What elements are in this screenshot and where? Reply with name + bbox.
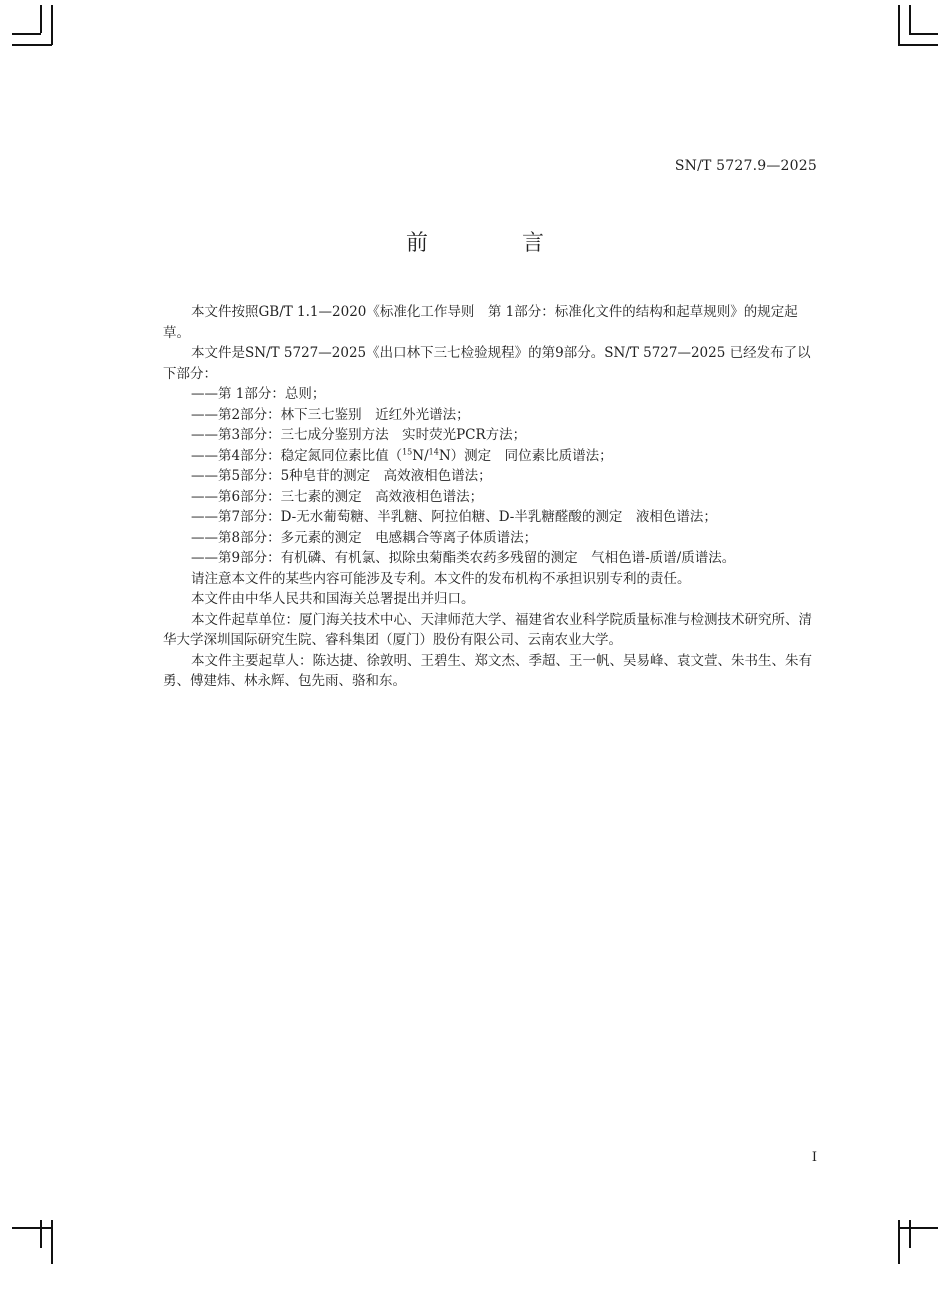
drafting-units: 本文件起草单位：厦门海关技术中心、天津师范大学、福建省农业科学院质量标准与检测技术研究所、清华大学深圳国际研究生院、睿科集团（厦门）股份有限公司、云南农业大学。 [163, 611, 812, 648]
crop-mark-bl-v [40, 1220, 42, 1248]
part-item-5: ——第5部分：5种皂苷的测定 高效液相色谱法； [191, 468, 492, 484]
intro-paragraph-1: 本文件按照GB/T 1.1—2020《标准化工作导则 第 1部分：标准化文件的结构和起草规则》的规定起草。 [163, 304, 798, 341]
proposer-statement: 本文件由中华人民共和国海关总署提出并归口。 [191, 591, 475, 607]
intro-paragraph-2: 本文件是SN/T 5727—2025《出口林下三七检验规程》的第9部分。SN/T 5727—2025 已经发布了以下部分： [163, 345, 811, 382]
crop-mark-tr-v2 [909, 5, 911, 33]
crop-mark-br-v2 [909, 1220, 911, 1248]
crop-mark-tr-v [898, 5, 900, 45]
part-item-1: ——第 1部分：总则； [191, 386, 326, 402]
part-item-4: ——第4部分：稳定氮同位素比值（$^{15}$N/$^{14}$N）测定 同位素比质谱法； [191, 447, 613, 464]
crop-mark-tl-h2 [12, 44, 52, 46]
crop-mark-tl-h [12, 33, 41, 35]
part-item-8: ——第8部分：多元素的测定 电感耦合等离子体质谱法； [191, 529, 538, 546]
part-item-6: ——第6部分：三七素的测定 高效液相色谱法； [191, 488, 484, 505]
crop-mark-tr-h2 [898, 44, 938, 46]
part-item-9: ——第9部分：有机磷、有机氯、拟除虫菊酯类农药多残留的测定 气相色谱-质谱/质谱法。 [191, 550, 736, 566]
crop-mark-tl-v2 [51, 5, 53, 45]
crop-mark-br-h [898, 1227, 938, 1229]
crop-mark-tr-h [909, 33, 938, 35]
main-drafters: 本文件主要起草人：陈达捷、徐敦明、王碧生、郑文杰、季超、王一帆、吴易峰、袁文萱、朱书生、朱有勇、傅建炜、林永辉、包先雨、骆和东。 [163, 652, 812, 689]
page-number: I [811, 1150, 817, 1165]
part-item-7: ——第7部分：D-无水葡萄糖、半乳糖、阿拉伯糖、D-半乳糖醛酸的测定 液相色谱法； [191, 509, 717, 525]
part-item-2: ——第2部分：林下三七鉴别 近红外光谱法； [191, 406, 470, 423]
crop-mark-bl-h [12, 1227, 52, 1229]
document-id: SN/T 5727.9—2025 [674, 158, 817, 174]
crop-mark-tl-v [40, 5, 42, 33]
patent-notice: 请注意本文件的某些内容可能涉及专利。本文件的发布机构不承担识别专利的责任。 [191, 570, 691, 587]
part-item-3: ——第3部分：三七成分鉴别方法 实时荧光PCR方法； [191, 427, 527, 443]
page-title: 前 言 [405, 231, 580, 256]
foreword-body [163, 302, 818, 692]
